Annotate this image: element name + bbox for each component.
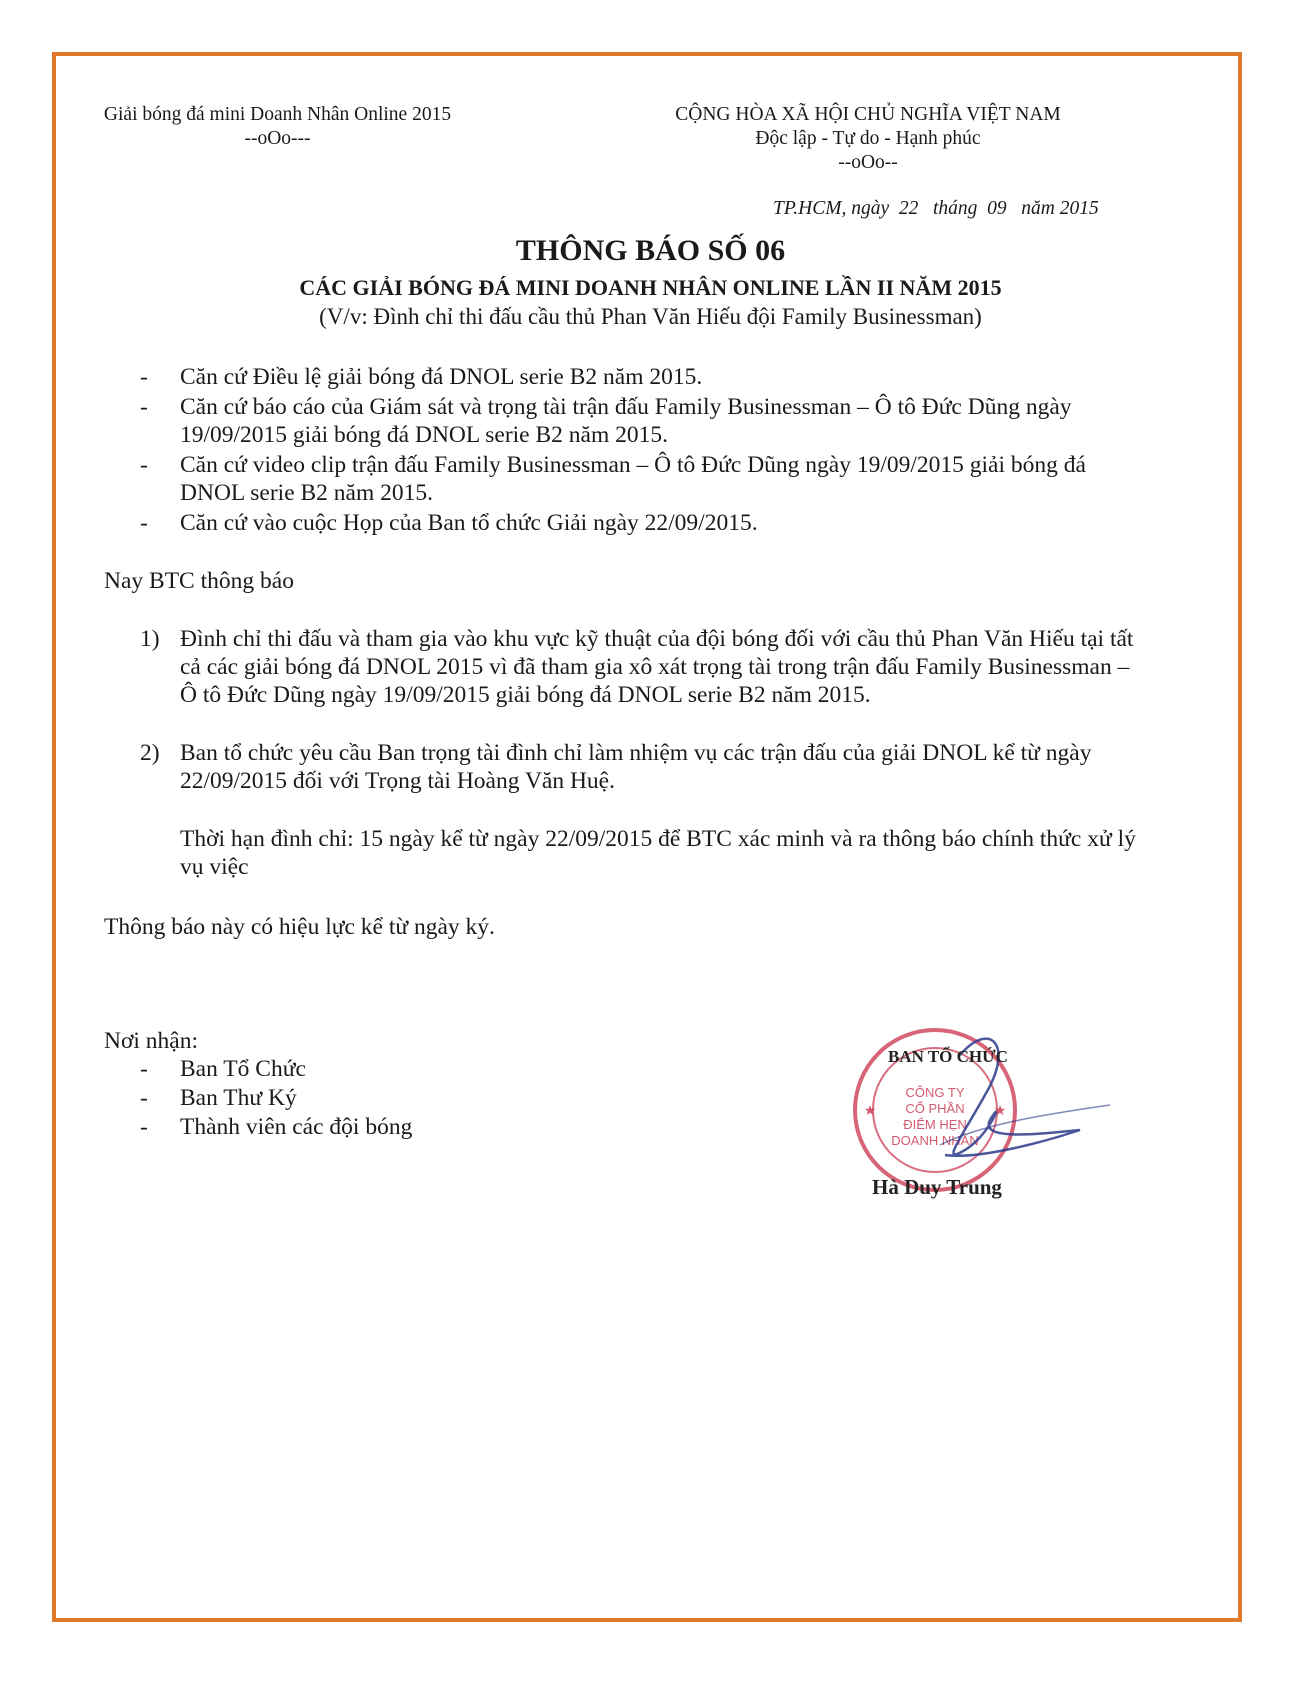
signer-name: Hà Duy Trung — [872, 1175, 1002, 1199]
list-dash: - — [140, 1085, 148, 1111]
national-header — [668, 104, 1068, 174]
decision-number: 2) — [140, 740, 160, 766]
recipients-list — [140, 1054, 540, 1141]
bases-list — [140, 362, 1200, 538]
decision-number: 1) — [140, 626, 160, 652]
national-separator: --oOo-- — [838, 152, 898, 173]
list-text: DNOL serie B2 năm 2015. — [180, 480, 434, 506]
svg-text:CÔNG TY: CÔNG TY — [905, 1085, 965, 1100]
list-dash: - — [140, 1056, 148, 1082]
announce-intro: Nay BTC thông báo — [104, 568, 294, 594]
recipient-name: Ban Tổ Chức — [180, 1056, 306, 1082]
signature-block — [840, 1025, 1140, 1220]
decision-item — [140, 624, 1220, 738]
decision-text: 22/09/2015 đối với Trọng tài Hoàng Văn Huệ. — [180, 768, 615, 794]
decisions-list — [140, 624, 1220, 884]
list-dash: - — [140, 452, 148, 478]
suspension-text: Thời hạn đình chỉ: 15 ngày kể từ ngày 22/09/2015 để BTC xác minh và ra thông báo chính thức xử lý — [180, 826, 1136, 852]
org-separator: --oOo--- — [244, 128, 311, 149]
recipient-name: Thành viên các đội bóng — [180, 1114, 413, 1140]
doc-subtitle: CÁC GIẢI BÓNG ĐÁ MINI DOANH NHÂN ONLINE LẦN II NĂM 2015 — [299, 275, 1002, 300]
suspension-note — [140, 824, 1220, 884]
svg-text:CỔ PHẦN: CỔ PHẦN — [905, 1101, 965, 1116]
list-item — [140, 508, 1200, 538]
doc-title: THÔNG BÁO SỐ 06 — [515, 234, 786, 267]
national-motto: Độc lập - Tự do - Hạnh phúc — [755, 128, 981, 149]
list-text: Căn cứ Điều lệ giải bóng đá DNOL serie B2 năm 2015. — [180, 364, 703, 390]
list-dash: - — [140, 394, 148, 420]
list-text: Căn cứ vào cuộc Họp của Ban tổ chức Giải ngày 22/09/2015. — [180, 510, 758, 536]
decision-text: Ban tổ chức yêu cầu Ban trọng tài đình chỉ làm nhiệm vụ các trận đấu của giải DNOL kể từ ngày — [180, 740, 1092, 766]
recipients-label: Nơi nhận: — [104, 1028, 199, 1054]
list-dash: - — [140, 364, 148, 390]
suspension-text: vụ việc — [180, 854, 249, 880]
doc-regarding: (V/v: Đình chỉ thi đấu cầu thủ Phan Văn Hiếu đội Family Businessman) — [319, 304, 982, 329]
decision-text: cả các giải bóng đá DNOL 2015 vì đã tham gia xô xát trọng tài trong trận đấu Family Businessman – — [180, 654, 1130, 680]
list-text: Căn cứ video clip trận đấu Family Businessman – Ô tô Đức Dũng ngày 19/09/2015 giải bóng đá — [180, 452, 1086, 478]
list-item — [140, 450, 1200, 508]
national-title: CỘNG HÒA XÃ HỘI CHỦ NGHĨA VIỆT NAM — [675, 104, 1061, 125]
list-text: Căn cứ báo cáo của Giám sát và trọng tài trận đấu Family Businessman – Ô tô Đức Dũng ngày — [180, 394, 1072, 420]
list-item — [140, 1112, 540, 1141]
svg-text:ĐIỂM HẸN: ĐIỂM HẸN — [903, 1117, 967, 1132]
recipient-name: Ban Thư Ký — [180, 1085, 297, 1111]
list-text: 19/09/2015 giải bóng đá DNOL serie B2 năm 2015. — [180, 422, 668, 448]
svg-text:DOANH NHÂN: DOANH NHÂN — [891, 1133, 979, 1148]
decision-text: Đình chỉ thi đấu và tham gia vào khu vực kỹ thuật của đội bóng đối với cầu thủ Phan Văn Hiếu tại tất — [180, 626, 1134, 652]
svg-text:★: ★ — [993, 1102, 1007, 1118]
list-item — [140, 1054, 540, 1083]
list-dash: - — [140, 510, 148, 536]
signature-org-label: BAN TỔ CHỨC — [888, 1047, 1008, 1066]
date-line: TP.HCM, ngày 22 tháng 09 năm 2015 — [773, 198, 1099, 219]
decision-text: Ô tô Đức Dũng ngày 19/09/2015 giải bóng đá DNOL serie B2 năm 2015. — [180, 682, 871, 708]
svg-text:★: ★ — [863, 1102, 877, 1118]
list-item — [140, 1083, 540, 1112]
list-item — [140, 362, 1200, 392]
org-name: Giải bóng đá mini Doanh Nhân Online 2015 — [103, 104, 452, 125]
effective-statement: Thông báo này có hiệu lực kể từ ngày ký. — [104, 914, 495, 940]
list-item — [140, 392, 1200, 450]
decision-item — [140, 738, 1220, 824]
org-header — [100, 104, 455, 150]
list-dash: - — [140, 1114, 148, 1140]
